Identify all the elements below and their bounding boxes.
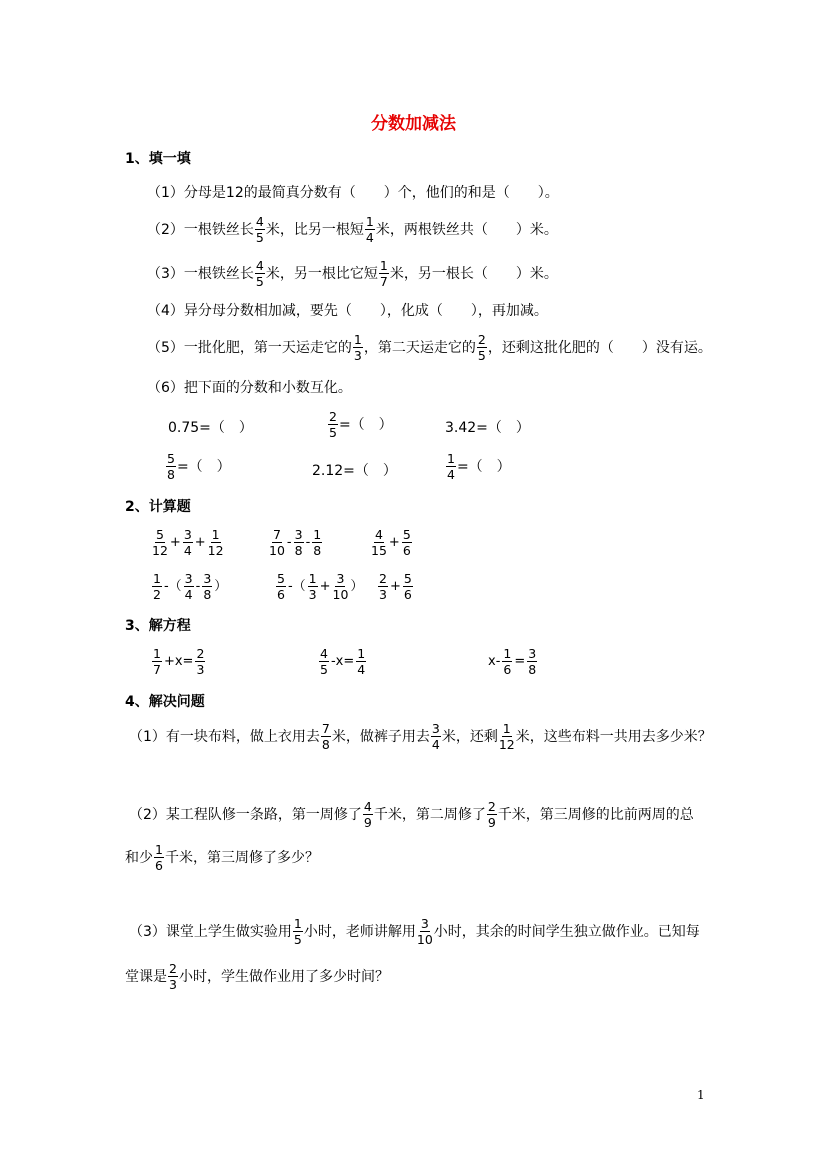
fraction: $\frac{1}{6}$	[155, 842, 163, 874]
calc-item-5: $\frac{5}{6}$ -（ $\frac{1}{3}$ + $\frac{3}{10}$ ）	[277, 571, 364, 603]
fraction: $\frac{2}{3}$	[379, 571, 387, 603]
page-number: 1	[697, 1088, 705, 1102]
page-title: 分数加减法	[371, 114, 456, 134]
fraction: $\frac{3}{4}$	[183, 527, 192, 559]
fraction: $\frac{7}{10}$	[269, 527, 285, 559]
fraction: $\frac{7}{8}$	[321, 721, 330, 753]
fraction: $\frac{3}{4}$	[184, 571, 193, 603]
calc-item-3: $\frac{4}{15}$ + $\frac{5}{6}$	[371, 527, 411, 559]
conversion-item: 2.12=（ ）	[312, 463, 397, 479]
fraction: $\frac{5}{6}$	[402, 527, 411, 559]
fraction: $\frac{5}{6}$	[277, 571, 285, 603]
fraction: $\frac{1}{12}$	[498, 721, 515, 753]
conversion-item: 3.42=（ ）	[445, 420, 530, 436]
fraction: $\frac{3}{8}$	[528, 646, 537, 678]
question-1-2: （2）一根铁丝长 $\frac{4}{5}$ 米，比另一根短 $\frac{1}{4}$ 米，两根铁丝共（ ）米。	[147, 214, 558, 246]
fraction: $\frac{1}{7}$	[379, 258, 388, 290]
fraction: $\frac{2}{9}$	[487, 799, 496, 831]
fraction: $\frac{1}{3}$	[353, 332, 362, 364]
conversion-item: 0.75=（ ）	[168, 420, 253, 436]
conversion-item: $\frac{2}{5}$ =（ ）	[329, 409, 393, 441]
fraction: $\frac{1}{3}$	[308, 571, 317, 603]
conversion-item: $\frac{1}{4}$ =（ ）	[447, 451, 511, 483]
fraction: $\frac{5}{12}$	[152, 527, 168, 559]
conversion-item: $\frac{5}{8}$ =（ ）	[167, 451, 231, 483]
word-problem-3-line-1: （3）课堂上学生做实验用 $\frac{1}{5}$ 小时，老师讲解用 $\frac{3}{10}$ 小时，其余的时间学生独立做作业。已知每	[129, 916, 700, 948]
word-problem-3-line-2: 堂课是 $\frac{2}{3}$ 小时，学生做作业用了多少时间？	[125, 961, 389, 993]
fraction: $\frac{4}{9}$	[363, 799, 372, 831]
fraction: $\frac{2}{3}$	[169, 961, 177, 993]
fraction: $\frac{2}{5}$	[477, 332, 486, 364]
fraction: $\frac{3}{8}$	[294, 527, 303, 559]
fraction: $\frac{1}{4}$	[447, 451, 455, 483]
section-heading-equations: 3、解方程	[125, 618, 191, 634]
fraction: $\frac{5}{8}$	[167, 451, 175, 483]
section-heading-word-problems: 4、解决问题	[125, 694, 205, 710]
section-heading-fill-in: 1、填一填	[125, 151, 191, 167]
fraction: $\frac{3}{8}$	[203, 571, 212, 603]
fraction: $\frac{3}{10}$	[332, 571, 349, 603]
fraction: $\frac{4}{5}$	[255, 258, 264, 290]
fraction: $\frac{4}{15}$	[371, 527, 387, 559]
fraction: $\frac{1}{5}$	[293, 916, 302, 948]
question-1-1: （1）分母是12的最简真分数有（ ）个，他们的和是（ ）。	[147, 185, 559, 201]
fraction: $\frac{1}{4}$	[365, 214, 374, 246]
fraction: $\frac{3}{10}$	[416, 916, 433, 948]
question-1-6: （6）把下面的分数和小数互化。	[147, 380, 352, 396]
fraction: $\frac{4}{5}$	[320, 646, 328, 678]
calc-item-6: $\frac{2}{3}$ + $\frac{5}{6}$	[379, 571, 412, 603]
equation-2: $\frac{4}{5}$ -x= $\frac{1}{4}$	[320, 646, 366, 678]
question-1-4: （4）异分母分数相加减，要先（ ），化成（ ），再加减。	[147, 303, 548, 319]
fraction: $\frac{5}{6}$	[403, 571, 412, 603]
question-1-3: （3）一根铁丝长 $\frac{4}{5}$ 米，另一根比它短 $\frac{1}{7}$ 米，另一根长（ ）米。	[147, 258, 558, 290]
equation-3: x- $\frac{1}{6}$ = $\frac{3}{8}$	[488, 646, 537, 678]
word-problem-2-line-2: 和少 $\frac{1}{6}$ 千米，第三周修了多少？	[125, 842, 319, 874]
fraction: $\frac{3}{4}$	[431, 721, 440, 753]
word-problem-1: （1）有一块布料，做上衣用去 $\frac{7}{8}$ 米，做裤子用去 $\frac{3}{4}$ 米，还剩 $\frac{1}{12}$ 米，这些布料一共用去多少米？	[129, 721, 712, 753]
fraction: $\frac{1}{12}$	[207, 527, 224, 559]
fraction: $\frac{2}{3}$	[196, 646, 205, 678]
fraction: $\frac{2}{5}$	[329, 409, 337, 441]
fraction: $\frac{1}{6}$	[503, 646, 512, 678]
word-problem-2-line-1: （2）某工程队修一条路，第一周修了 $\frac{4}{9}$ 千米，第二周修了 $\frac{2}{9}$ 千米，第三周修的比前两周的总	[129, 799, 694, 831]
fraction: $\frac{1}{8}$	[313, 527, 322, 559]
section-heading-calculation: 2、计算题	[125, 499, 191, 515]
equation-1: $\frac{1}{7}$ +x= $\frac{2}{3}$	[153, 646, 205, 678]
question-1-5: （5）一批化肥，第一天运走它的 $\frac{1}{3}$ ，第二天运走它的 $\frac{2}{5}$ ，还剩这批化肥的（ ）没有运。	[147, 332, 712, 364]
fraction: $\frac{4}{5}$	[255, 214, 264, 246]
calc-item-2: $\frac{7}{10}$ - $\frac{3}{8}$ - $\frac{1}{8}$	[269, 527, 322, 559]
fraction: $\frac{1}{4}$	[357, 646, 366, 678]
calc-item-4: $\frac{1}{2}$ -（ $\frac{3}{4}$ - $\frac{3}{8}$ ）	[153, 571, 228, 603]
fraction: $\frac{1}{2}$	[153, 571, 161, 603]
fraction: $\frac{1}{7}$	[153, 646, 161, 678]
calc-item-1: $\frac{5}{12}$ + $\frac{3}{4}$ + $\frac{1}{12}$	[152, 527, 224, 559]
